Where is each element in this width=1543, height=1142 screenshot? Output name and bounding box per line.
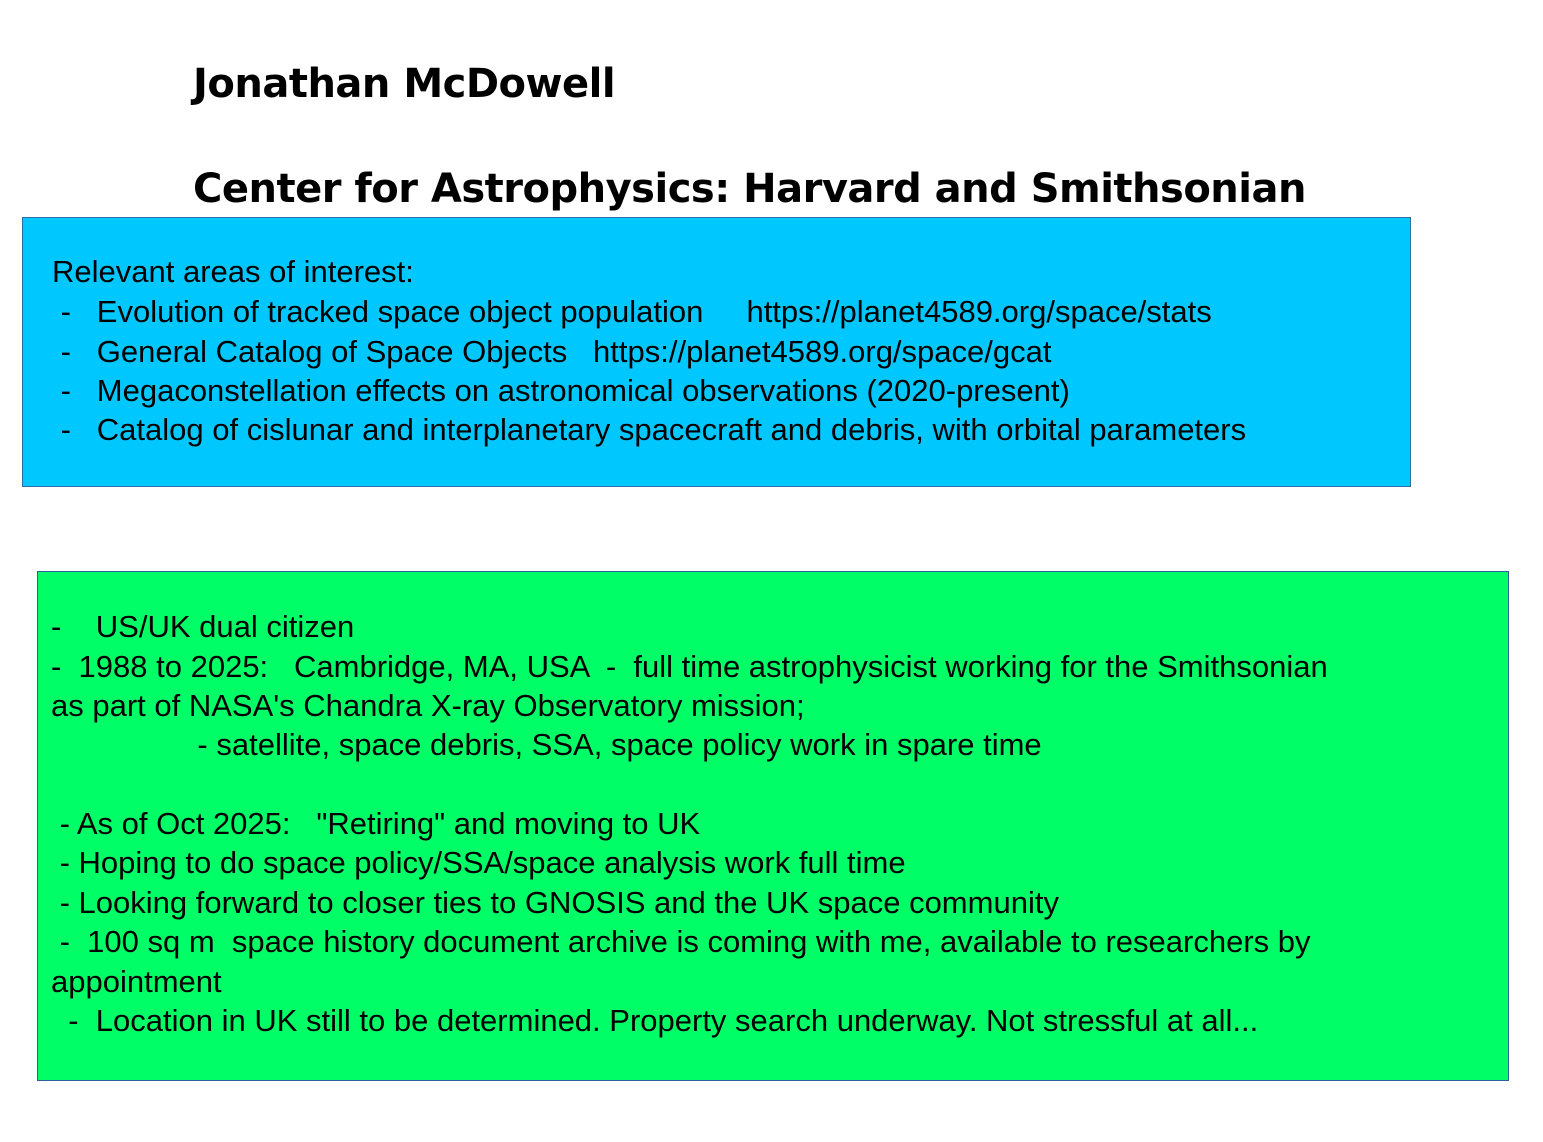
interest-item: - Catalog of cislunar and interplanetary spacecraft and debris, with orbital parameters [52, 412, 1247, 447]
bio-line: - Looking forward to closer ties to GNOSIS and the UK space community [51, 885, 1059, 920]
person-name: Jonathan McDowell [193, 61, 616, 107]
interest-item: - General Catalog of Space Objects https://planet4589.org/space/gcat [52, 334, 1052, 369]
organization-title: Center for Astrophysics: Harvard and Smithsonian [193, 166, 1306, 212]
bio-line: as part of NASA's Chandra X-ray Observatory mission; [51, 688, 805, 723]
bio-line: - US/UK dual citizen [51, 609, 355, 644]
bio-line: - As of Oct 2025: "Retiring" and moving to UK [51, 806, 701, 841]
bio-line: - 1988 to 2025: Cambridge, MA, USA - full time astrophysicist working for the Smithsonian [51, 649, 1328, 684]
interest-item: - Megaconstellation effects on astronomical observations (2020-present) [52, 373, 1070, 408]
interests-heading: Relevant areas of interest: [52, 254, 414, 289]
interest-item: - Evolution of tracked space object population https://planet4589.org/space/stats [52, 294, 1212, 329]
bio-line: - satellite, space debris, SSA, space policy work in spare time [51, 727, 1042, 762]
bio-line: - Hoping to do space policy/SSA/space analysis work full time [51, 845, 906, 880]
bio-box [37, 571, 1509, 1081]
interests-box [22, 217, 1411, 487]
bio-line: - Location in UK still to be determined. Property search underway. Not stressful at all... [51, 1003, 1259, 1038]
bio-line: - 100 sq m space history document archive is coming with me, available to researchers by [51, 924, 1311, 959]
bio-line: appointment [51, 964, 222, 999]
